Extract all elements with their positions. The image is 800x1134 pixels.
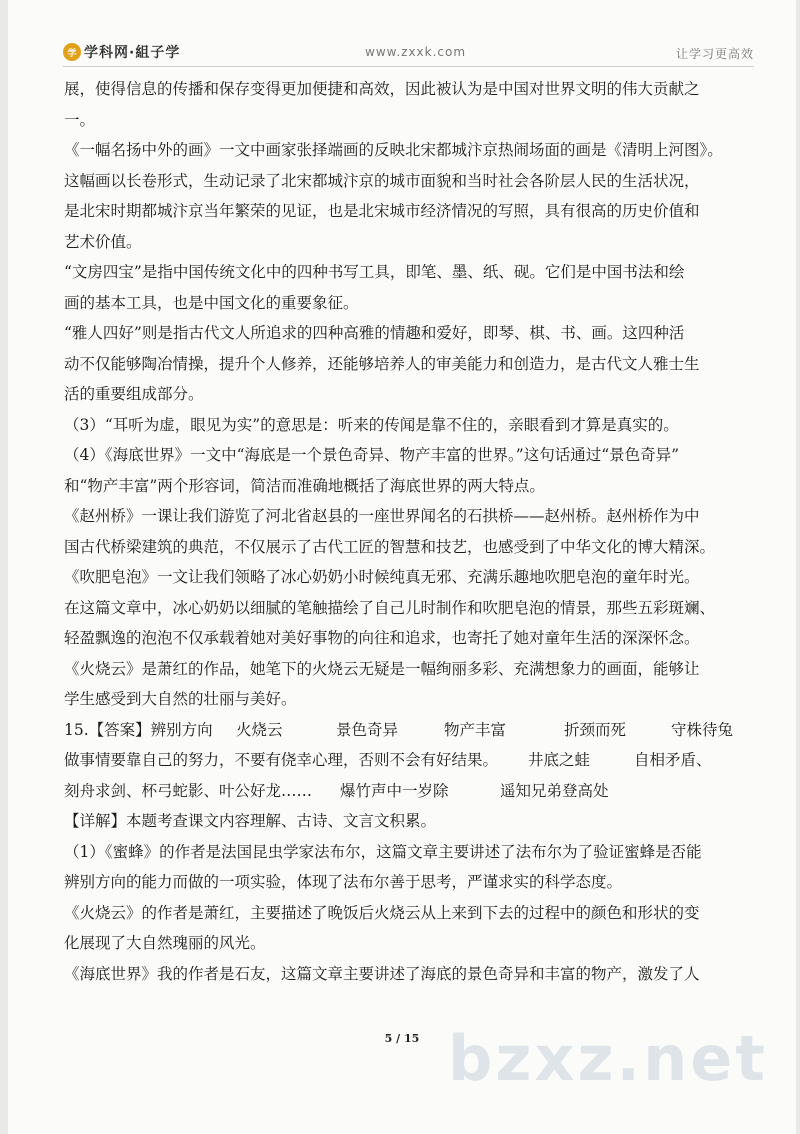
text-line: 一。 xyxy=(64,110,96,129)
document-page xyxy=(8,0,796,1134)
text-line: 化展现了大自然瑰丽的风光。 xyxy=(64,934,266,952)
text-line: 动不仅能够陶冶情操，提升个人修养，还能够培养人的审美能力和创造力，是古代文人雅士生 xyxy=(64,354,700,373)
text-line: 是北宋时期都城汴京当年繁荣的见证，也是北宋城市经济情况的写照，具有很高的历史价值和 xyxy=(64,202,700,220)
text-line: 艺术价值。 xyxy=(64,232,142,251)
answer-item: 做事情要靠自己的努力，不要有侥幸心理，否则不会有好结果。 xyxy=(64,751,499,769)
text-line: 和“物产丰富”两个形容词，简洁而准确地概括了海底世界的两大特点。 xyxy=(64,476,545,495)
answer-item: 物产丰富 xyxy=(444,720,507,739)
text-line: 展，使得信息的传播和保存变得更加便捷和高效，因此被认为是中国对世界文明的伟大贡献之 xyxy=(64,80,700,98)
text-line: 轻盈飘逸的泡泡不仅承载着她对美好事物的向往和追求，也寄托了她对童年生活的深深怀念。 xyxy=(64,629,700,647)
text-line: 《火烧云》的作者是萧红，主要描述了晚饭后火烧云从上来到下去的过程中的颜色和形状的变 xyxy=(64,903,700,922)
page-header xyxy=(63,40,754,67)
text-line: （1）《蜜蜂》的作者是法国昆虫学家法布尔，这篇文章主要讲述了法布尔为了验证蜜蜂是否能 xyxy=(64,842,702,861)
text-line: 学生感受到大自然的壮丽与美好。 xyxy=(64,690,297,708)
text-line: 在这篇文章中，冰心奶奶以细腻的笔触描绘了自己儿时制作和吹肥皂泡的情景，那些五彩斑斓、 xyxy=(64,598,716,617)
text-line: 画的基本工具，也是中国文化的重要象征。 xyxy=(64,293,359,312)
logo-text: 学科网·組子学 xyxy=(84,45,181,61)
text-line: （4）《海底世界》一文中“海底是一个景色奇异、物产丰富的世界。”这句话通过“景色奇异” xyxy=(64,446,680,464)
detail-heading: 【详解】本题考查课文内容理解、古诗、文言文积累。 xyxy=(64,812,437,830)
answer-item: 自相矛盾、 xyxy=(634,751,712,769)
text-line: 这幅画以长卷形式，生动记录了北宋都城汴京的城市面貌和当时社会各阶层人民的生活状况， xyxy=(64,171,700,190)
text-line: 辨别方向的能力而做的一项实验，体现了法布尔善于思考，严谨求实的科学态度。 xyxy=(64,873,623,891)
text-line: 《一幅名扬中外的画》一文中画家张择端画的反映北宋都城汴京热闹场面的画是《清明上河图》。 xyxy=(64,141,723,159)
header-slogan: 让学习更高效 xyxy=(675,47,754,61)
text-line: “雅人四好”则是指古代文人所追求的四种高雅的情趣和爱好，即琴、棋、书、画。这四种活 xyxy=(64,324,685,342)
text-line: 《赵州桥》一课让我们游览了河北省赵县的一座世界闻名的石拱桥——赵州桥。赵州桥作为中 xyxy=(64,507,700,525)
answer-label: 15.【答案】辨别方向 xyxy=(64,720,213,739)
text-line: “文房四宝”是指中国传统文化中的四种书写工具，即笔、墨、纸、砚。它们是中国书法和绘 xyxy=(64,263,685,281)
text-line: 《火烧云》是萧红的作品，她笔下的火烧云无疑是一幅绚丽多彩、充满想象力的画面，能够让 xyxy=(64,659,700,678)
answer-line xyxy=(64,776,756,807)
text-line: （3）“耳听为虚，眼见为实”的意思是：听来的传闻是靠不住的，亲眼看到才算是真实的。 xyxy=(64,415,679,434)
watermark: bzxz.net xyxy=(448,1022,768,1095)
logo-icon: 学 xyxy=(63,43,81,61)
answer-item: 火烧云 xyxy=(236,720,283,739)
answer-item: 井底之蛙 xyxy=(528,751,591,769)
text-line: 活的重要组成部分。 xyxy=(64,385,204,403)
answer-item: 刻舟求剑、杯弓蛇影、叶公好龙…… xyxy=(64,781,313,800)
answer-item: 景色奇异 xyxy=(336,720,399,739)
site-logo xyxy=(63,42,180,62)
answer-item: 爆竹声中一岁除 xyxy=(340,781,449,800)
text-line: 《海底世界》我的作者是石友，这篇文章主要讲述了海底的景色奇异和丰富的物产，激发了人 xyxy=(64,964,700,983)
answer-item: 折颈而死 xyxy=(564,720,627,739)
document-body xyxy=(64,74,756,989)
answer-item: 遥知兄弟登高处 xyxy=(500,781,609,800)
answer-line xyxy=(64,715,756,746)
page-number: 5 / 15 xyxy=(384,1032,420,1045)
text-line: 国古代桥梁建筑的典范，不仅展示了古代工匠的智慧和技艺，也感受到了中华文化的博大精深。 xyxy=(64,537,716,556)
answer-item: 守株待兔 xyxy=(671,720,734,739)
text-line: 《吹肥皂泡》一文让我们领略了冰心奶奶小时候纯真无邪、充满乐趣地吹肥皂泡的童年时光。 xyxy=(64,568,700,586)
answer-line xyxy=(64,745,756,776)
site-url: www.zxxk.com xyxy=(365,45,467,59)
